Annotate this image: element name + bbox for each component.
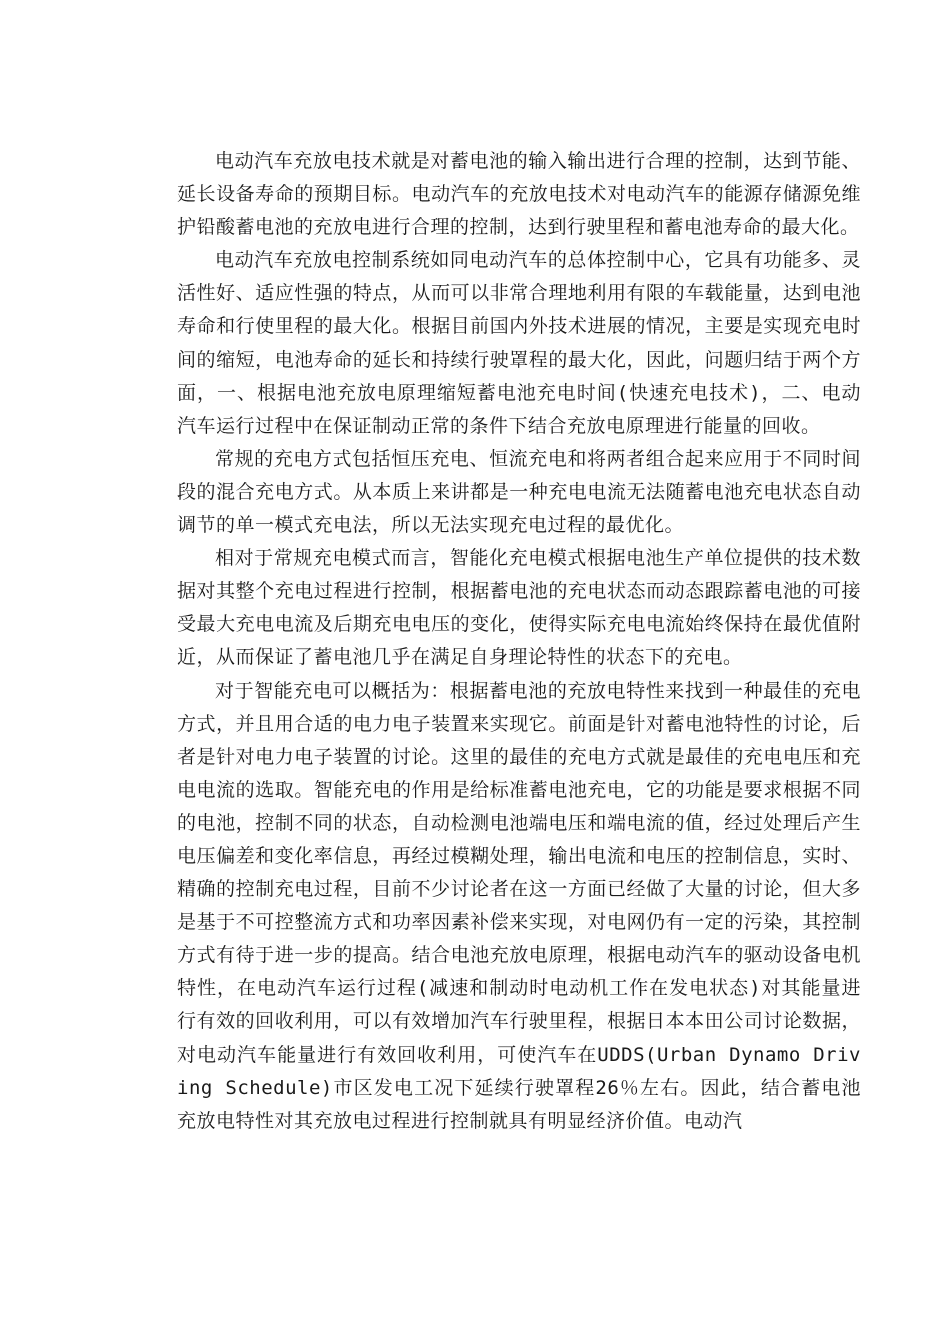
- paragraph-2: 电动汽车充放电控制系统如同电动汽车的总体控制中心，它具有功能多、灵活性好、适应性强的特点，从而可以非常合理地利用有限的车载能量，达到电池寿命和行使里程的最大化。根据目前国内外技术进展的情况，主要是实现充电时间的缩短，电池寿命的延长和持续行驶罩程的最大化，因此，问题归结于两个方面，一、根据电池充放电原理缩短蓄电池充电时间(快速充电技术)，二、电动汽车运行过程中在保证制动正常的条件下结合充放电原理进行能量的回收。: [177, 249, 861, 437]
- paragraph-5: 对于智能充电可以概括为：根据蓄电池的充放电特性来找到一种最佳的充电方式，并且用合适的电力电子装置来实现它。前面是针对蓄电池特性的讨论，后者是针对电力电子装置的讨论。这里的最佳的充电方式就是最佳的充电电压和充电电流的选取。智能充电的作用是给标准蓄电池充电，它的功能是要求根据不同的电池，控制不同的状态，自动检测电池端电压和端电流的值，经过处理后产生电压偏差和变化率信息，再经过模糊处理，输出电流和电压的控制信息，实时、精确的控制充电过程，目前不少讨论者在这一方面已经做了大量的讨论，但大多是基于不可控整流方式和功率因素补偿来实现，对电网仍有一定的污染，其控制方式有待于进一步的提高。结合电池充放电原理，根据电动汽车的驱动设备电机特性，在电动汽车运行过程(减速和制动时电动机工作在发电状态)对其能量进行有效的回收利用，可以有效增加汽车行驶里程，根据日本本田公司讨论数据，对电动汽车能量进行有效回收利用，可使汽车在UDDS(Urban Dynamo Driving Schedule)市区发电工况下延续行驶罩程26％左右。因此，结合蓄电池充放电特性对其充放电过程进行控制就具有明显经济价值。电动汽: [177, 679, 861, 1132]
- paragraph-4: 相对于常规充电模式而言，智能化充电模式根据电池生产单位提供的技术数据对其整个充电过程进行控制，根据蓄电池的充电状态而动态跟踪蓄电池的可接受最大充电电流及后期充电电压的变化，使得实际充电电流始终保持在最优值附近，从而保证了蓄电池几乎在满足自身理论特性的状态下的充电。: [177, 547, 861, 669]
- document-body: [177, 145, 861, 1138]
- paragraph-3: 常规的充电方式包括恒压充电、恒流充电和将两者组合起来应用于不同时间段的混合充电方式。从本质上来讲都是一种充电电流无法随蓄电池充电状态自动调节的单一模式充电法，所以无法实现充电过程的最优化。: [177, 447, 861, 537]
- paragraph-1: 电动汽车充放电技术就是对蓄电池的输入输出进行合理的控制，达到节能、延长设备寿命的预期目标。电动汽车的充放电技术对电动汽车的能源存储源免维护铅酸蓄电池的充放电进行合理的控制，达到行驶里程和蓄电池寿命的最大化。: [177, 150, 861, 239]
